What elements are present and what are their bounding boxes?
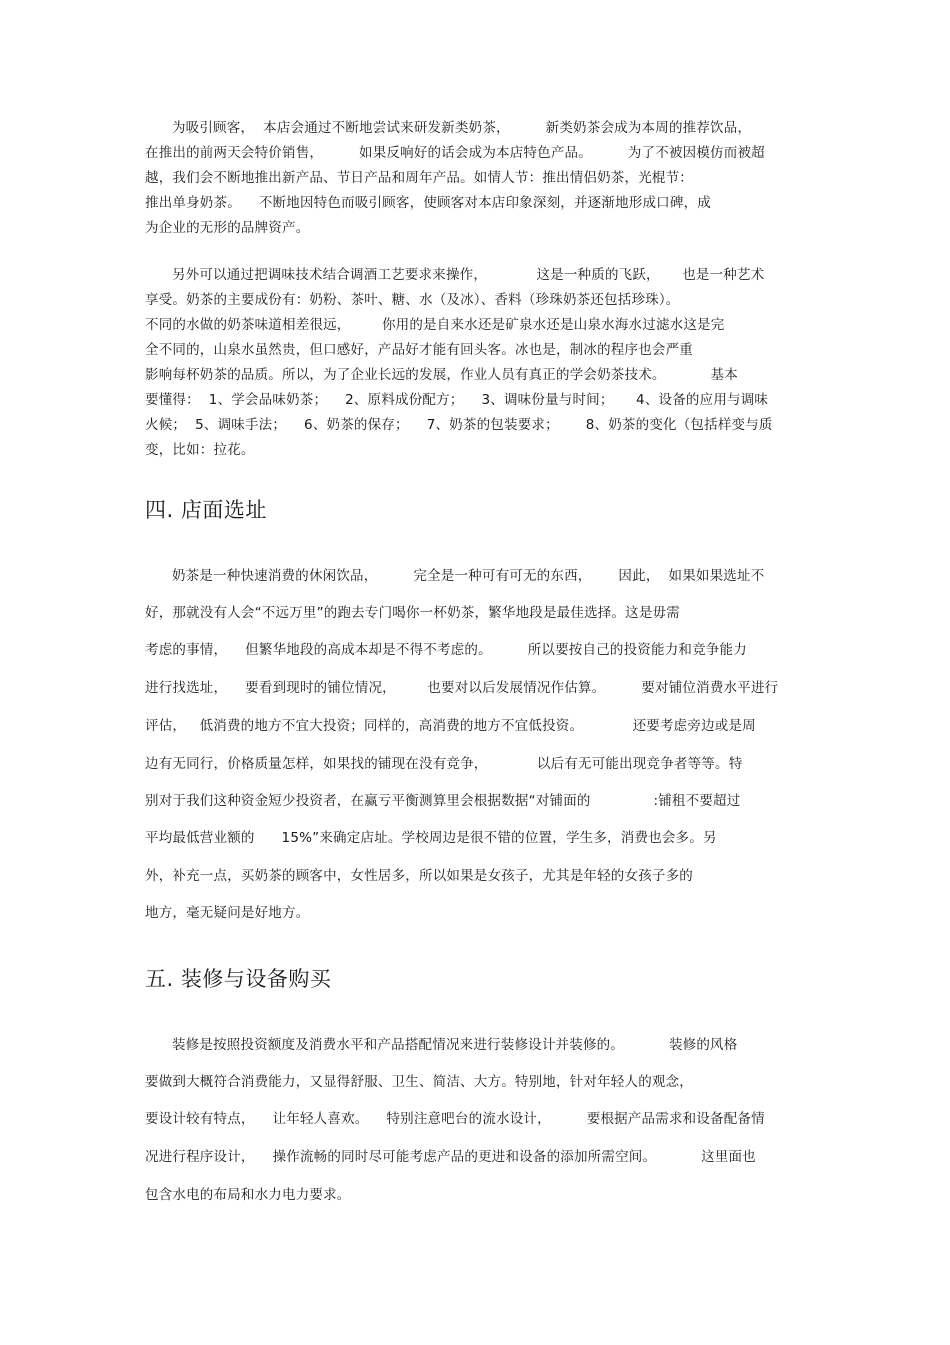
- text-line: 越，我们会不断地推出新产品、节日产品和周年产品。如情人节：推出情侣奶茶，光棍节：: [145, 170, 693, 186]
- text-line: 况进行程序设计， 操作流畅的同时尽可能考虑产品的更进和设备的添加所需空间。 这里面也: [145, 1149, 756, 1165]
- text-line: 火候； 5、调味手法； 6、奶茶的保存； 7、奶茶的包装要求； 8、奶茶的变化（包括样变与质: [145, 417, 773, 433]
- text-line: 地方，毫无疑问是好地方。: [145, 905, 310, 921]
- text-line: 装修是按照投资额度及消费水平和产品搭配情况来进行装修设计并装修的。 装修的风格: [145, 1037, 738, 1053]
- text-line: 享受。奶茶的主要成份有：奶粉、茶叶、糖、水（及冰）、香料（珍珠奶茶还包括珍珠）。: [145, 292, 680, 308]
- section-heading: 五. 装修与设备购买: [145, 967, 332, 991]
- text-line: 边有无同行，价格质量怎样，如果找的铺现在没有竞争， 以后有无可能出现竞争者等等。特: [145, 756, 743, 772]
- text-line: 平均最低营业额的 15%”来确定店址。学校周边是很不错的位置，学生多，消费也会多。另: [145, 830, 717, 846]
- text-line: 全不同的，山泉水虽然贵，但口感好，产品好才能有回头客。冰也是，制冰的程序也会严重: [145, 342, 693, 358]
- text-line: 变，比如：拉花。: [145, 442, 255, 458]
- text-line: 进行找选址， 要看到现时的铺位情况， 也要对以后发展情况作估算。 要对铺位消费水平进行: [145, 680, 779, 696]
- text-line: 要懂得： 1、学会品味奶茶； 2、原料成份配方； 3、调味份量与时间； 4、设备的应用与调味: [145, 392, 769, 408]
- text-line: 奶茶是一种快速消费的休闲饮品， 完全是一种可有可无的东西， 因此， 如果如果选址不: [145, 568, 765, 584]
- text-line: 影响每杯奶茶的品质。所以，为了企业长远的发展，作业人员有真正的学会奶茶技术。 基本: [145, 367, 738, 383]
- text-line: 不同的水做的奶茶味道相差很远， 你用的是自来水还是矿泉水还是山泉水海水过滤水这是完: [145, 317, 725, 333]
- text-line: 考虑的事情， 但繁华地段的高成本却是不得不考虑的。 所以要按自己的投资能力和竞争能力: [145, 642, 747, 658]
- text-line: 另外可以通过把调味技术结合调酒工艺要求来操作， 这是一种质的飞跃， 也是一种艺术: [145, 267, 765, 283]
- text-line: 推出单身奶茶。 不断地因特色而吸引顾客，使顾客对本店印象深刻，并逐渐地形成口碑，成: [145, 195, 711, 211]
- section-heading: 四. 店面选址: [145, 498, 267, 522]
- text-line: 要做到大概符合消费能力，又显得舒服、卫生、简洁、大方。特别地，针对年轻人的观念，: [145, 1074, 693, 1090]
- text-line: 包含水电的布局和水力电力要求。: [145, 1187, 351, 1203]
- text-line: 好，那就没有人会“不远万里”的跑去专门喝你一杯奶茶，繁华地段是最佳选择。这是毋需: [145, 605, 680, 621]
- text-line: 别对于我们这种资金短少投资者，在赢亏平衡测算里会根据数据“对铺面的 :铺租不要超过: [145, 793, 741, 809]
- text-line: 为吸引顾客， 本店会通过不断地尝试来研发新类奶茶， 新类奶茶会成为本周的推荐饮品，: [145, 120, 752, 136]
- text-line: 在推出的前两天会特价销售， 如果反响好的话会成为本店特色产品。 为了不被因模仿而被超: [145, 145, 765, 161]
- text-line: 为企业的无形的品牌资产。: [145, 220, 310, 236]
- text-line: 外，补充一点，买奶茶的顾客中，女性居多，所以如果是女孩子，尤其是年轻的女孩子多的: [145, 868, 693, 884]
- text-line: 要设计较有特点， 让年轻人喜欢。 特别注意吧台的流水设计， 要根据产品需求和设备配备情: [145, 1111, 765, 1127]
- text-line: 评估， 低消费的地方不宜大投资；同样的，高消费的地方不宜低投资。 还要考虑旁边或是周: [145, 718, 756, 734]
